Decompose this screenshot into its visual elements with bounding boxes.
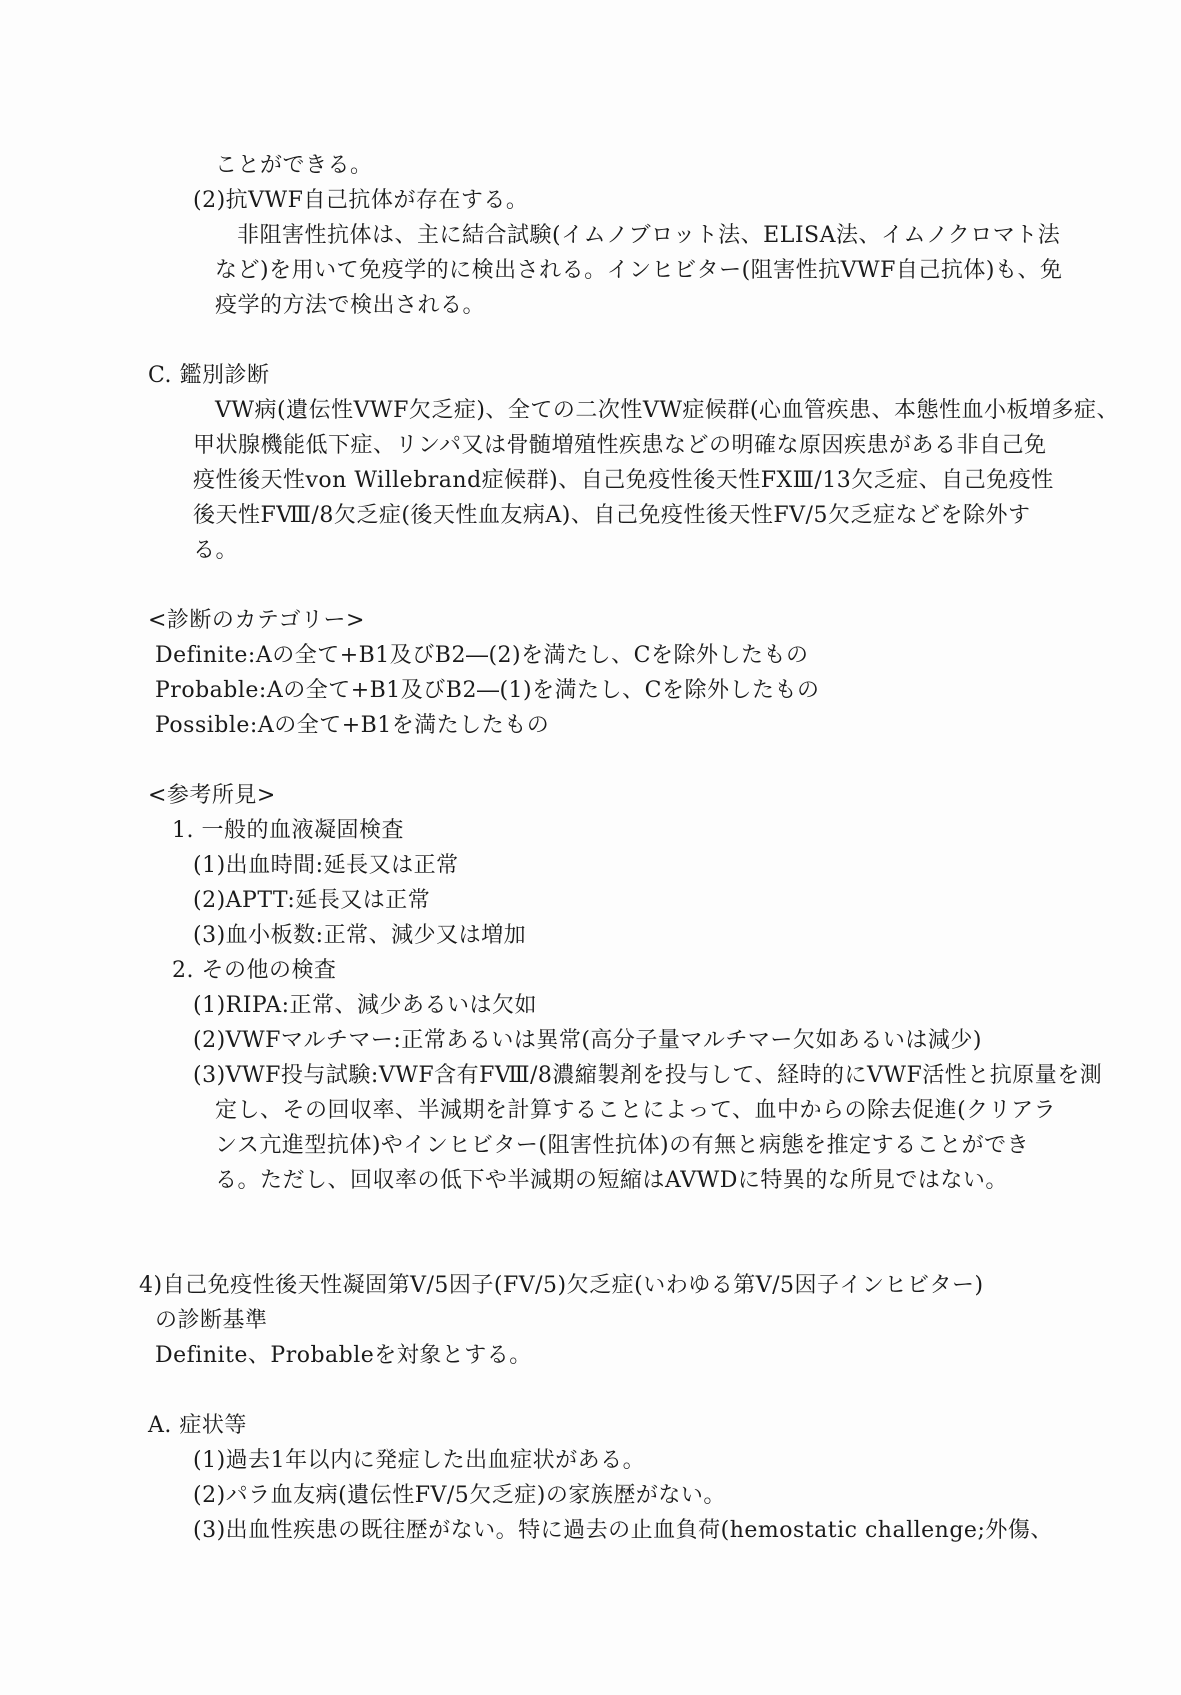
text-line: Definite、Probableを対象とする。 [155, 1343, 532, 1368]
text-line: 疫学的方法で検出される。 [215, 293, 486, 318]
text-line: の診断基準 [155, 1308, 268, 1333]
text-line: Probable:Aの全て+B1及びB2―(1)を満たし、Cを除外したもの [155, 678, 820, 703]
text-line: (2)VWFマルチマー:正常あるいは異常(高分子量マルチマー欠如あるいは減少) [193, 1028, 983, 1053]
text-line: (1)過去1年以内に発症した出血症状がある。 [193, 1448, 646, 1473]
text-line: VW病(遺伝性VWF欠乏症)、全ての二次性VW症候群(心血管疾患、本態性血小板増多症、 [215, 398, 1120, 423]
text-line: 甲状腺機能低下症、リンパ又は骨髄増殖性疾患などの明確な原因疾患がある非自己免 [193, 433, 1047, 458]
text-line: (2)パラ血友病(遺伝性FⅤ/5欠乏症)の家族歴がない。 [193, 1483, 726, 1508]
text-line: (2)APTT:延長又は正常 [193, 888, 431, 913]
text-line: ンス亢進型抗体)やインヒビター(阻害性抗体)の有無と病態を推定することができ [215, 1133, 1030, 1158]
text-line: (3)VWF投与試験:VWF含有FⅧ/8濃縮製剤を投与して、経時的にVWF活性と抗原量を測 [193, 1063, 1103, 1088]
text-line: る。ただし、回収率の低下や半減期の短縮はAVWDに特異的な所見ではない。 [215, 1168, 1008, 1193]
text-line: <参考所見> [148, 783, 276, 808]
text-line: 後天性FⅧ/8欠乏症(後天性血友病A)、自己免疫性後天性FⅤ/5欠乏症などを除外す [193, 503, 1031, 528]
text-line: Possible:Aの全て+B1を満たしたもの [155, 713, 550, 738]
text-line: 2. その他の検査 [172, 958, 337, 983]
text-line: ことができる。 [215, 153, 373, 178]
text-line: (3)出血性疾患の既往歴がない。特に過去の止血負荷(hemostatic challenge;外傷、 [193, 1518, 1053, 1543]
text-line: (1)出血時間:延長又は正常 [193, 853, 459, 878]
text-line: (3)血小板数:正常、減少又は増加 [193, 923, 527, 948]
text-line: など)を用いて免疫学的に検出される。インヒビター(阻害性抗VWF自己抗体)も、免 [215, 258, 1063, 283]
text-line: <診断のカテゴリー> [148, 608, 365, 633]
text-line: 定し、その回収率、半減期を計算することによって、血中からの除去促進(クリアラ [215, 1098, 1057, 1123]
text-line: 1. 一般的血液凝固検査 [172, 818, 404, 843]
text-line: A. 症状等 [148, 1413, 247, 1438]
text-line: る。 [193, 538, 239, 563]
text-line: C. 鑑別診断 [148, 363, 270, 388]
text-line: Definite:Aの全て+B1及びB2―(2)を満たし、Cを除外したもの [155, 643, 809, 668]
text-line: 非阻害性抗体は、主に結合試験(イムノブロット法、ELISA法、イムノクロマト法 [237, 223, 1061, 248]
text-line: (1)RIPA:正常、減少あるいは欠如 [193, 993, 538, 1018]
text-line: (2)抗VWF自己抗体が存在する。 [193, 188, 529, 213]
text-line: 疫性後天性von Willebrand症候群)、自己免疫性後天性FXⅢ/13欠乏症、自己免疫性 [193, 468, 1054, 493]
text-line: 4)自己免疫性後天性凝固第Ⅴ/5因子(FⅤ/5)欠乏症(いわゆる第Ⅴ/5因子インヒビター) [139, 1273, 984, 1298]
